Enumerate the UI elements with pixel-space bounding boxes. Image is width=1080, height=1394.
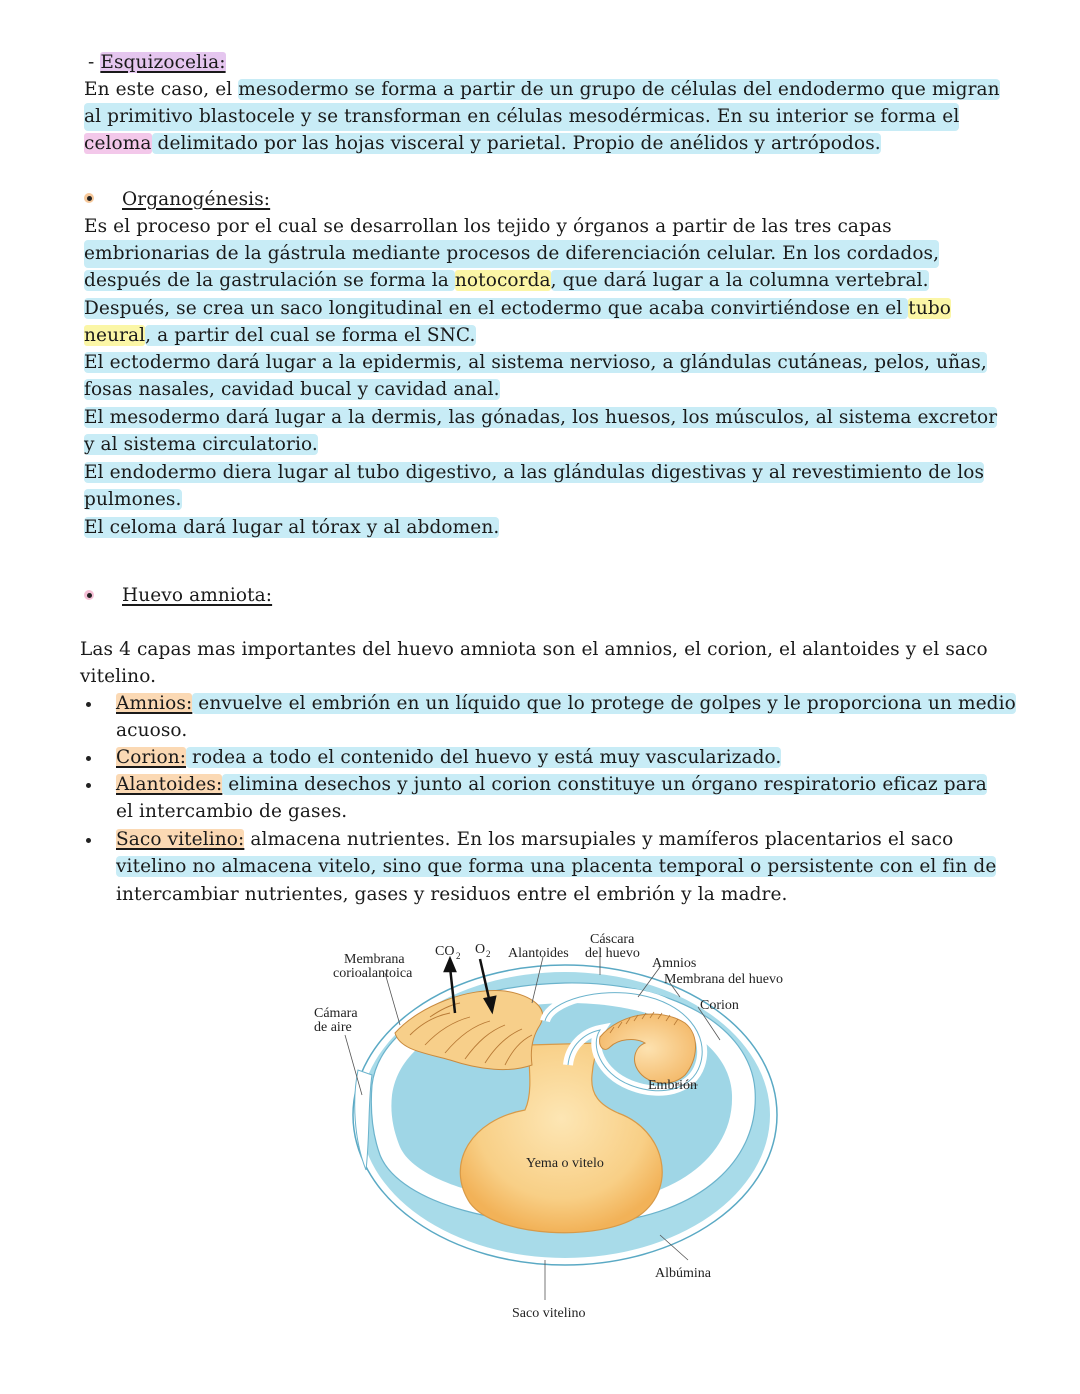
label-membrana: Membrana xyxy=(344,952,405,967)
endodermo-line-1: El endodermo diera lugar al tubo digestivo, a las glándulas digestivas y al revestimiento de los xyxy=(84,462,985,483)
organogenesis-line-5: neural, a partir del cual se forma el SNC. xyxy=(84,325,476,346)
label-albumina: Albúmina xyxy=(655,1266,711,1281)
list-item-amnios-cont: acuoso. xyxy=(116,720,188,741)
list-item-saco-vitelino: Saco vitelino: almacena nutrientes. En los marsupiales y mamíferos placentarios el saco xyxy=(116,829,954,850)
esquizocelia-line-3: celoma delimitado por las hojas visceral y parietal. Propio de anélidos y artrópodos. xyxy=(84,133,881,154)
ectodermo-line-1: El ectodermo dará lugar a la epidermis, al sistema nervioso, a glándulas cutáneas, pelos, uñas, xyxy=(84,352,987,373)
esquizocelia-line-1: En este caso, el mesodermo se forma a partir de un grupo de células del endodermo que migran xyxy=(84,79,1000,100)
list-bullet xyxy=(86,756,91,761)
label-alantoides: Alantoides xyxy=(508,946,569,961)
organogenesis-line-4: Después, se crea un saco longitudinal en el ectodermo que acaba convirtiéndose en el tubo xyxy=(84,298,952,319)
organogenesis-line-1: Es el proceso por el cual se desarrollan los tejido y órganos a partir de las tres capas xyxy=(84,216,892,237)
mesodermo-line-2: y al sistema circulatorio. xyxy=(84,434,318,455)
list-item-saco-vitelino-cont-2: intercambiar nutrientes, gases y residuos entre el embrión y la madre. xyxy=(116,884,788,905)
label-de-aire: de aire xyxy=(314,1020,352,1035)
label-co2-sub: 2 xyxy=(456,951,461,961)
label-cascara: Cáscara xyxy=(590,932,635,947)
esquizocelia-line-2: al primitivo blastocele y se transforman en células mesodérmicas. En su interior se forma el xyxy=(84,103,959,131)
esquizocelia-heading xyxy=(88,49,226,77)
heading-dash: - xyxy=(88,52,95,73)
organogenesis-title: Organogénesis: xyxy=(122,189,271,210)
list-item-alantoides: Alantoides: elimina desechos y junto al corion constituye un órgano respiratorio eficaz para xyxy=(116,774,987,795)
organogenesis-line-3: después de la gastrulación se forma la notocorda, que dará lugar a la columna vertebral. xyxy=(84,270,929,291)
bullet-dot xyxy=(87,196,92,201)
huevo-title: Huevo amniota: xyxy=(122,585,273,606)
label-o2-sub: 2 xyxy=(486,949,491,959)
list-bullet xyxy=(86,838,91,843)
label-corion: Corion xyxy=(700,998,739,1013)
ectodermo-line-2: fosas nasales, cavidad bucal y cavidad anal. xyxy=(84,379,500,400)
list-item-saco-vitelino-cont-1: vitelino no almacena vitelo, sino que forma una placenta temporal o persistente con el fin de xyxy=(116,856,997,877)
bullet-dot xyxy=(87,593,92,598)
amniotic-egg-diagram xyxy=(300,925,820,1335)
label-membrana-del-huevo: Membrana del huevo xyxy=(664,972,783,987)
label-co2: CO xyxy=(435,944,455,959)
celoma-line: El celoma dará lugar al tórax y al abdomen. xyxy=(84,517,500,538)
organogenesis-line-2: embrionarias de la gástrula mediante procesos de diferenciación celular. En los cordados, xyxy=(84,240,939,268)
list-item-alantoides-cont: el intercambio de gases. xyxy=(116,801,348,822)
label-o2: O xyxy=(475,942,486,957)
label-camara: Cámara xyxy=(314,1006,358,1021)
label-del-huevo: del huevo xyxy=(585,946,640,961)
list-bullet xyxy=(86,702,91,707)
mesodermo-line-1: El mesodermo dará lugar a la dermis, las gónadas, los huesos, los músculos, al sistema excretor xyxy=(84,407,998,428)
notocorda-term: notocorda xyxy=(454,270,551,291)
esquizocelia-title: Esquizocelia: xyxy=(100,52,226,73)
list-bullet xyxy=(86,783,91,788)
huevo-intro-line-1: Las 4 capas mas importantes del huevo amniota son el amnios, el corion, el alantoides y el saco xyxy=(80,639,988,660)
list-item-corion: Corion: rodea a todo el contenido del huevo y está muy vascularizado. xyxy=(116,747,782,768)
label-embrion: Embrión xyxy=(648,1078,697,1093)
tubo-term: tubo xyxy=(908,298,952,319)
label-corioalantoica: corioalantoica xyxy=(333,966,413,981)
list-item-amnios: Amnios: envuelve el embrión en un líquido que lo protege de golpes y le proporciona un medio xyxy=(116,693,1016,714)
huevo-intro-line-2: vitelino. xyxy=(80,666,157,687)
neural-term: neural xyxy=(84,325,146,346)
label-amnios: Amnios xyxy=(652,956,697,971)
label-saco-vitelino: Saco vitelino xyxy=(512,1306,586,1321)
celoma-term: celoma xyxy=(84,133,152,154)
endodermo-line-2: pulmones. xyxy=(84,489,182,510)
label-yema: Yema o vitelo xyxy=(526,1156,604,1171)
